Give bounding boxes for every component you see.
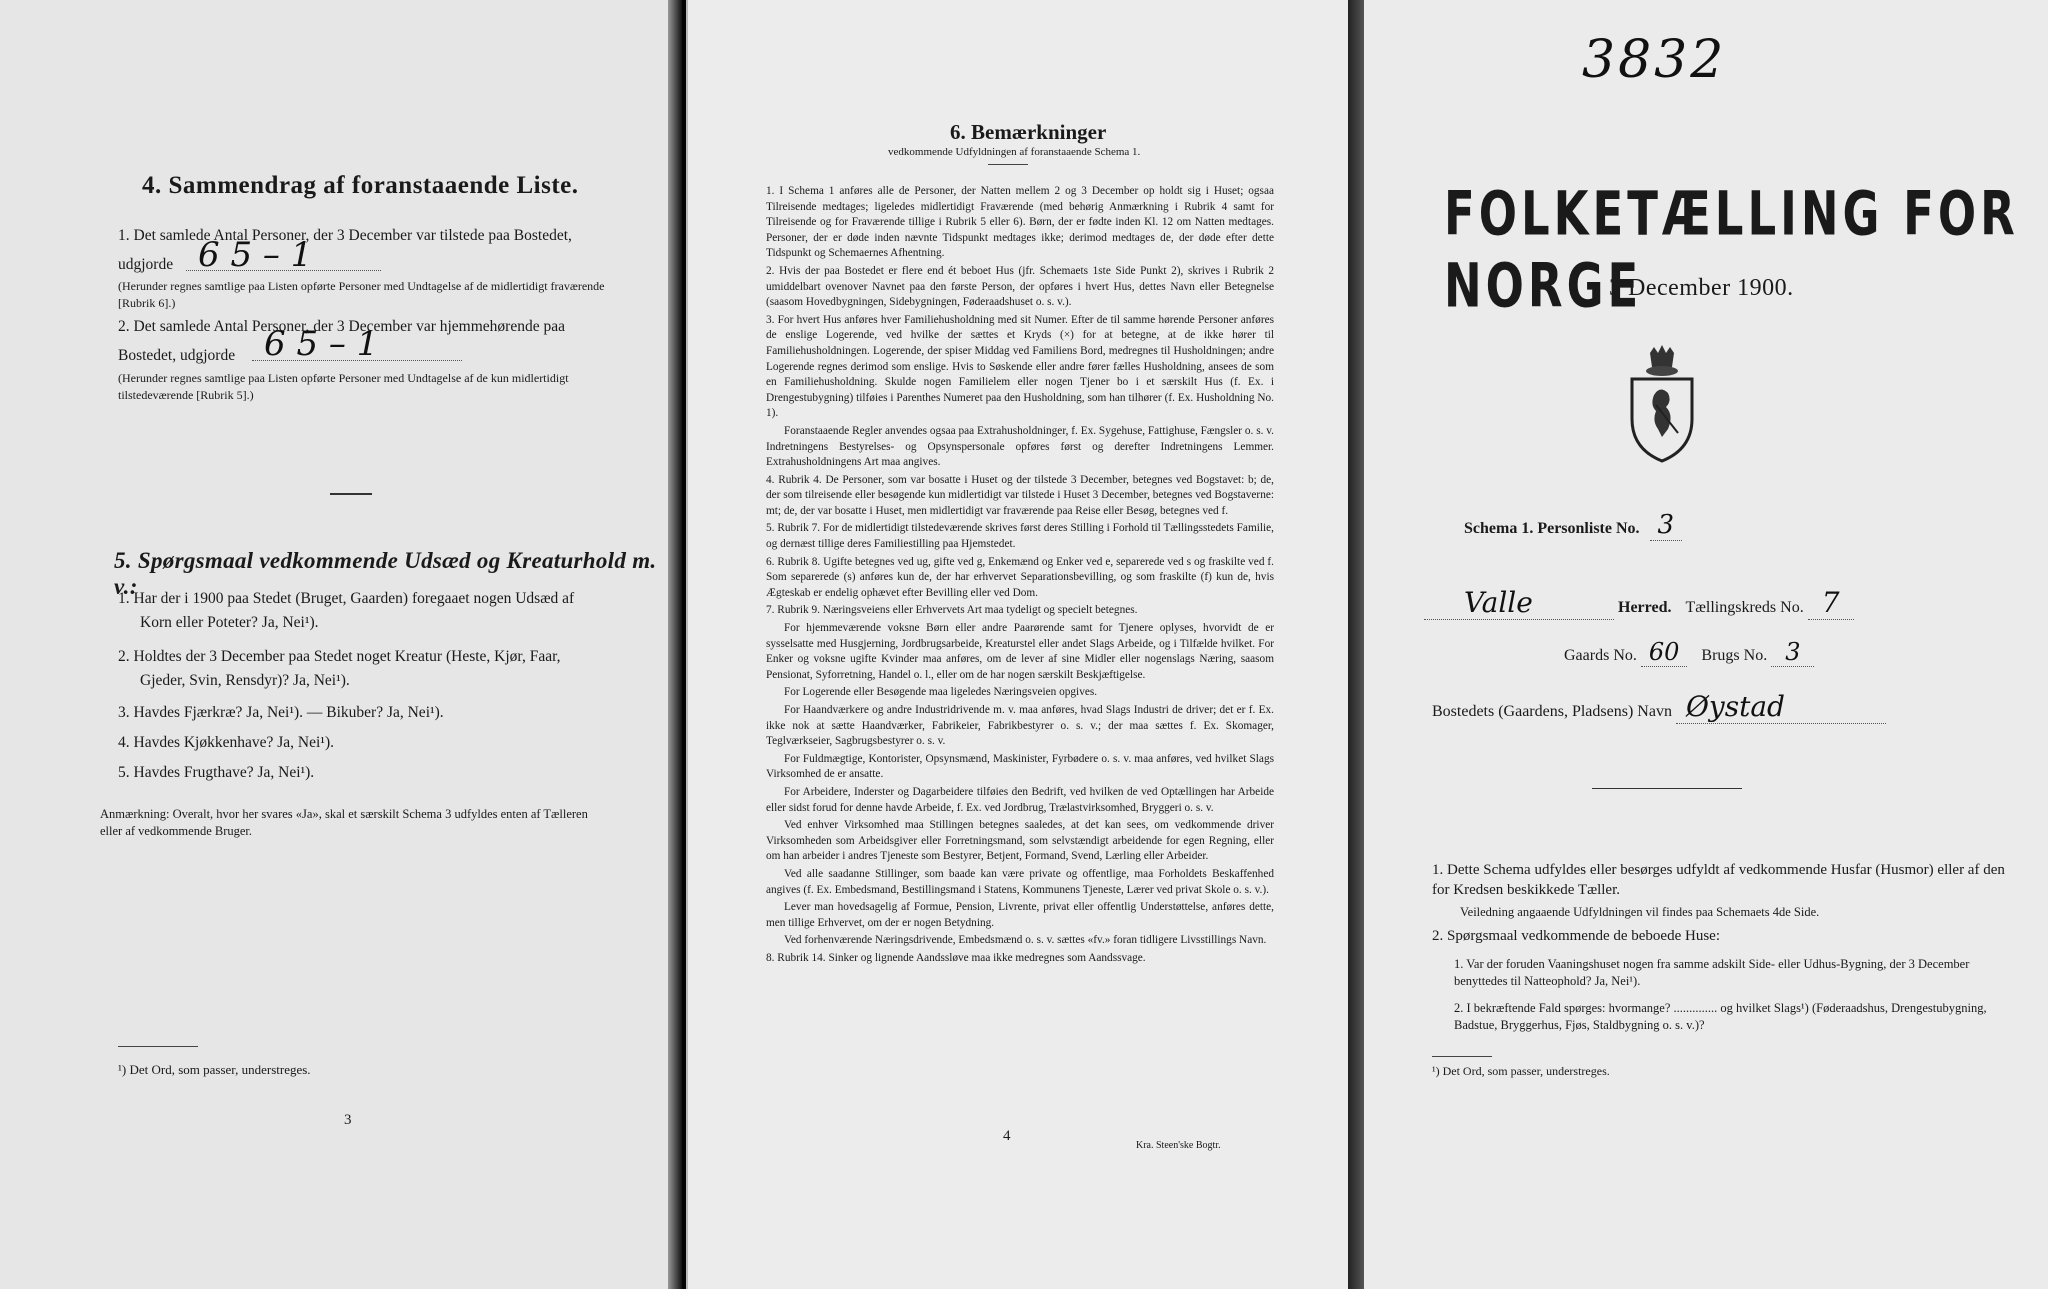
section4-q2-dots <box>252 360 462 361</box>
remarks-rule <box>988 164 1028 165</box>
remark-item: Foranstaaende Regler anvendes ogsaa paa Extrahusholdninger, f. Ex. Sygehuse, Fattighuse, Fængsler o. s. v. Indretningens Bestyrelses- og Opsynspersonale opføres først og derefter Indretningens Lemmer. Extrahusholdningens Art maa angives. <box>766 424 1274 469</box>
section5-q2: 2. Holdtes der 3 December paa Stedet noget Kreatur (Heste, Kjør, Faar, <box>118 648 561 665</box>
instruction-2: 2. Spørgsmaal vedkommende de beboede Huse: <box>1432 928 1720 944</box>
instruction-2-1: 1. Var der foruden Vaaningshuset nogen fra samme adskilt Side- eller Udhus-Bygning, der 3 December benyttedes til Natteophold? Ja, Nei¹). <box>1454 957 1970 988</box>
herred-label: Herred. <box>1618 599 1672 616</box>
remark-item: Ved forhenværende Næringsdrivende, Embedsmænd o. s. v. sættes «fv.» foran tidligere Livsstillings Navn. <box>784 934 1267 947</box>
gaards-label: Gaards No. <box>1564 647 1637 664</box>
remark-item: For hjemmeværende voksne Børn eller andre Paarørende samt for Tjenere oplyses, hvorvidt de er sysselsatte med Husgjerning, Jordbrugsarbeide, Kreaturstel eller andet Slags Arbeide, og i Tilfælde hvilket. For Enker og voksne ugifte Kvinder maa anføres, om de lever af sine Midler eller nogenslags Næring, saasom Pensionat, Syforretning, Handel o. l., eller om de har nogen særskilt Beskjæftigelse. <box>766 622 1274 681</box>
section5-q5: 5. Havdes Frugthave? Ja, Nei¹). <box>118 764 315 781</box>
schema-label: Schema 1. Personliste No. <box>1464 520 1640 537</box>
section5-remark: Anmærkning: Overalt, hvor her svares «Ja», skal et særskilt Schema 3 udfyldes enten af Tælleren eller af vedkommende Bruger. <box>100 807 588 838</box>
printer-credit: Kra. Steen'ske Bogtr. <box>1136 1140 1221 1151</box>
remark-item: Ved enhver Virksomhed maa Stillingen betegnes saaledes, at det kan sees, om vedkommende driver Virksomheden som Arbeidsgiver eller Forretningsmand, som selvstændigt arbeidende for egen Regning, eller om han arbeider i andres Tjeneste som Bestyrer, Betjent, Formand, Svend, Lærling eller Arbeider. <box>766 819 1274 863</box>
footnote-rule <box>1432 1056 1492 1057</box>
remark-item: 2. Hvis der paa Bostedet er flere end ét beboet Hus (jfr. Schemaets 1ste Side Punkt 2), skrives i Rubrik 2 umiddelbart ovenover Navnet paa den første Person, der opføres i hvert Hus, dettes Navn eller Betegnelse (saasom Hovedbygningen, Sidebygningen, Føderaadshuset o. s. v.). <box>766 264 1274 309</box>
remark-item: 6. Rubrik 8. Ugifte betegnes ved ug, gifte ved g, Enkemænd og Enker ved e, separerede ved s og fraskilte ved f. Som separerede (s) anføres kun de, der har erhvervet Separationsbevilling, og som fraskilte (f) kun de, hvis Ægteskab er endelig ophævet efter Bevilling eller ved Dom. <box>766 555 1274 599</box>
instruction-1: 1. Dette Schema udfyldes eller besørges udfyldt af vedkommende Husfar (Husmor) eller af den for Kredsen beskikkede Tæller. <box>1432 862 2005 898</box>
brugs-label: Brugs No. <box>1701 647 1768 664</box>
footnote: ¹) Det Ord, som passer, understreges. <box>1432 1064 1610 1078</box>
remark-item: For Haandværkere og andre Industridrivende m. v. maa anføres, hvad Slags Industri de driver; det er f. Ex. ikke nok at sætte Haandværker, Fabrikeier, Fabrikbestyrer o. s. v.; der maa sættes f. Ex. Skomager, Teglværkseier, Sagbrugsbestyrer o. s. v. <box>766 704 1274 748</box>
remarks-list <box>766 184 1274 969</box>
section5-q3: 3. Havdes Fjærkræ? Ja, Nei¹). — Bikuber? Ja, Nei¹). <box>118 704 444 721</box>
section5-q1b: Korn eller Poteter? Ja, Nei¹). <box>140 614 319 631</box>
page-number: 3 <box>344 1112 352 1128</box>
herred-value: Valle <box>1424 586 1614 620</box>
section5-q4: 4. Havdes Kjøkkenhave? Ja, Nei¹). <box>118 734 334 751</box>
section5-title: 5. Spørgsmaal vedkommende Udsæd og Kreaturhold m. v.: <box>114 548 657 599</box>
norwegian-coat-of-arms-icon <box>1626 345 1698 465</box>
bosted-label: Bostedets (Gaardens, Pladsens) Navn <box>1432 703 1672 720</box>
remark-item: 1. I Schema 1 anføres alle de Personer, der Natten mellem 2 og 3 December op holdt sig i Huset; ogsaa Tilreisende medtages; ligeledes midlertidigt Fraværende (med behørig Anmærkning i Rubrik 4 samt for Tilreisende og for Fraværende tillige i Rubrik 5 eller 6). Børn, der er fødte inden Kl. 12 om Natten medtages. Personer, der er døde inden nævnte Tidspunkt medtages ikke; derimod medtages de, der døde efter dette Tidspunkt og Schemaernes Afhentning. <box>766 185 1274 260</box>
remark-item: Ved alle saadanne Stillinger, som baade kan være private og offentlige, maa Forholdets Beskaffenhed angives (f. Ex. Embedsmand, Bestillingsmand i Statens, Kommunens Tjeneste, Lærer ved privat Skole o. s. v.). <box>766 867 1274 896</box>
middle-page <box>686 0 1350 1289</box>
section4-q1-dots <box>186 270 381 271</box>
section4-q1-label: udgjorde <box>118 256 174 273</box>
footnote-rule <box>118 1046 198 1047</box>
section4-q1-values: 6 5 – 1 <box>198 235 313 275</box>
remark-item: 4. Rubrik 4. De Personer, som var bosatte i Huset og der tilstede 3 December, betegnes ved Bogstavet: b; de, der som tilreisende eller besøgende kun midlertidigt var tilstede i Huset 3 December, betegnes ved Bogstaverne: mt; de, der var bosatte i Huset, men midlertidigt var fraværende paa Reise eller Besøg, betegnes ved f. <box>766 473 1274 517</box>
right-page <box>1364 0 2048 1289</box>
remark-item: For Logerende eller Besøgende maa ligeledes Næringsveien opgives. <box>784 686 1098 699</box>
section5-q1: 1. Har der i 1900 paa Stedet (Bruget, Gaarden) foregaaet nogen Udsæd af <box>118 590 575 607</box>
schema-value: 3 <box>1650 510 1683 541</box>
section4-q2-values: 6 5 – 1 <box>264 324 379 364</box>
remark-item: For Arbeidere, Inderster og Dagarbeidere tilføies den Bedrift, ved hvilken de ved Optællingen har Arbeide eller sidst forud for denne havde Arbeide, f. Ex. ved Jordbrug, Trælastvirksomhed, Bryggeri o. s. v. <box>766 785 1274 814</box>
remark-item: 5. Rubrik 7. For de midlertidigt tilstedeværende skrives først deres Stilling i Forhold til Tællingsstedets Familie, og dernæst tillige deres Familiestilling paa Hjemstedet. <box>766 522 1274 551</box>
instruction-1-note: Veiledning angaaende Udfyldningen vil findes paa Schemaets 4de Side. <box>1460 905 1820 919</box>
section4-q1: 1. Det samlede Antal Personer, der 3 December var tilstede paa Bostedet, <box>118 227 572 244</box>
divider <box>1592 788 1742 789</box>
section4-q2: 2. Det samlede Antal Personer, der 3 December var hjemmehørende paa <box>118 318 565 335</box>
remark-item: 3. For hvert Hus anføres hver Familiehusholdning med sit Numer. Efter de til samme hørende Personer anføres de enslige Logerende, ved hvilke der sættes et Kryds (×) for at betegne, at de ikke hører til Familiehusholdningen. Logerende, der spiser Middag ved Familiens Bord, medregnes til Husholdningen; andre Logerende regnes derimod som enslige. Hvis to Søskende eller andre fører fælles Husholdning, ansees de som en Familiehusholdning. Skulde nogen Familielem eller nogen Tjener bo i et særskilt Hus (f. Ex. i Drengestubygning) tilføies i Parenthes Numeret paa den Husholdning, som han tilhører (f. Ex. Husholdning No. 1). <box>766 313 1274 420</box>
remark-item: For Fuldmægtige, Kontorister, Opsynsmænd, Maskinister, Fyrbødere o. s. v. maa anføres, ved hvilket Slags Virksomhed de er ansatte. <box>766 752 1274 781</box>
remarks-subtitle: vedkommende Udfyldningen af foranstaaende Schema 1. <box>888 146 1141 158</box>
remark-item: 7. Rubrik 9. Næringsveiens eller Erhvervets Art maa tydeligt og specielt betegnes. <box>766 604 1138 617</box>
kreds-label: Tællingskreds No. <box>1685 599 1804 616</box>
remark-item: 8. Rubrik 14. Sinker og lignende Aandssløve maa ikke medregnes som Aandssvage. <box>766 951 1146 964</box>
remarks-title: 6. Bemærkninger <box>950 120 1107 144</box>
instruction-2-2: 2. I bekræftende Fald spørges: hvormange? .............. og hvilket Slags¹) (Føderaadshus, Drengestubygning, Badstue, Bryggerhus, Fjøs, Staldbygning o. s. v.)? <box>1454 1001 1987 1032</box>
page-fold <box>1348 0 1364 1289</box>
section5-q2b: Gjeder, Svin, Rensdyr)? Ja, Nei¹). <box>140 672 350 689</box>
left-page <box>0 0 678 1289</box>
footnote: ¹) Det Ord, som passer, understreges. <box>118 1062 311 1077</box>
main-title: FOLKETÆLLING FOR NORGE <box>1444 178 2019 322</box>
page-number: 4 <box>1003 1128 1011 1144</box>
kreds-value: 7 <box>1808 586 1854 620</box>
section4-q2-label: Bostedet, udgjorde <box>118 347 236 364</box>
section4-q1-note: (Herunder regnes samtlige paa Listen opførte Personer med Undtagelse af de midlertidigt fraværende [Rubrik 6].) <box>118 279 605 310</box>
archive-number: 3832 <box>1582 30 1727 90</box>
census-date: 3 December 1900. <box>1609 275 1794 301</box>
remark-item: Lever man hovedsagelig af Formue, Pension, Livrente, privat eller offentlig Understøttelse, anføres dette, men tillige Erhvervet, om der er nogen Betydning. <box>766 901 1274 929</box>
section4-title: 4. Sammendrag af foranstaaende Liste. <box>142 172 579 199</box>
bosted-value: Øystad <box>1676 690 1886 724</box>
page-fold <box>668 0 682 1289</box>
gaards-value: 60 <box>1641 638 1688 667</box>
section4-q2-note: (Herunder regnes samtlige paa Listen opførte Personer med Undtagelse af de kun midlertidigt tilstedeværende [Rubrik 5].) <box>118 371 569 402</box>
divider <box>330 493 372 495</box>
brugs-value: 3 <box>1771 638 1814 667</box>
